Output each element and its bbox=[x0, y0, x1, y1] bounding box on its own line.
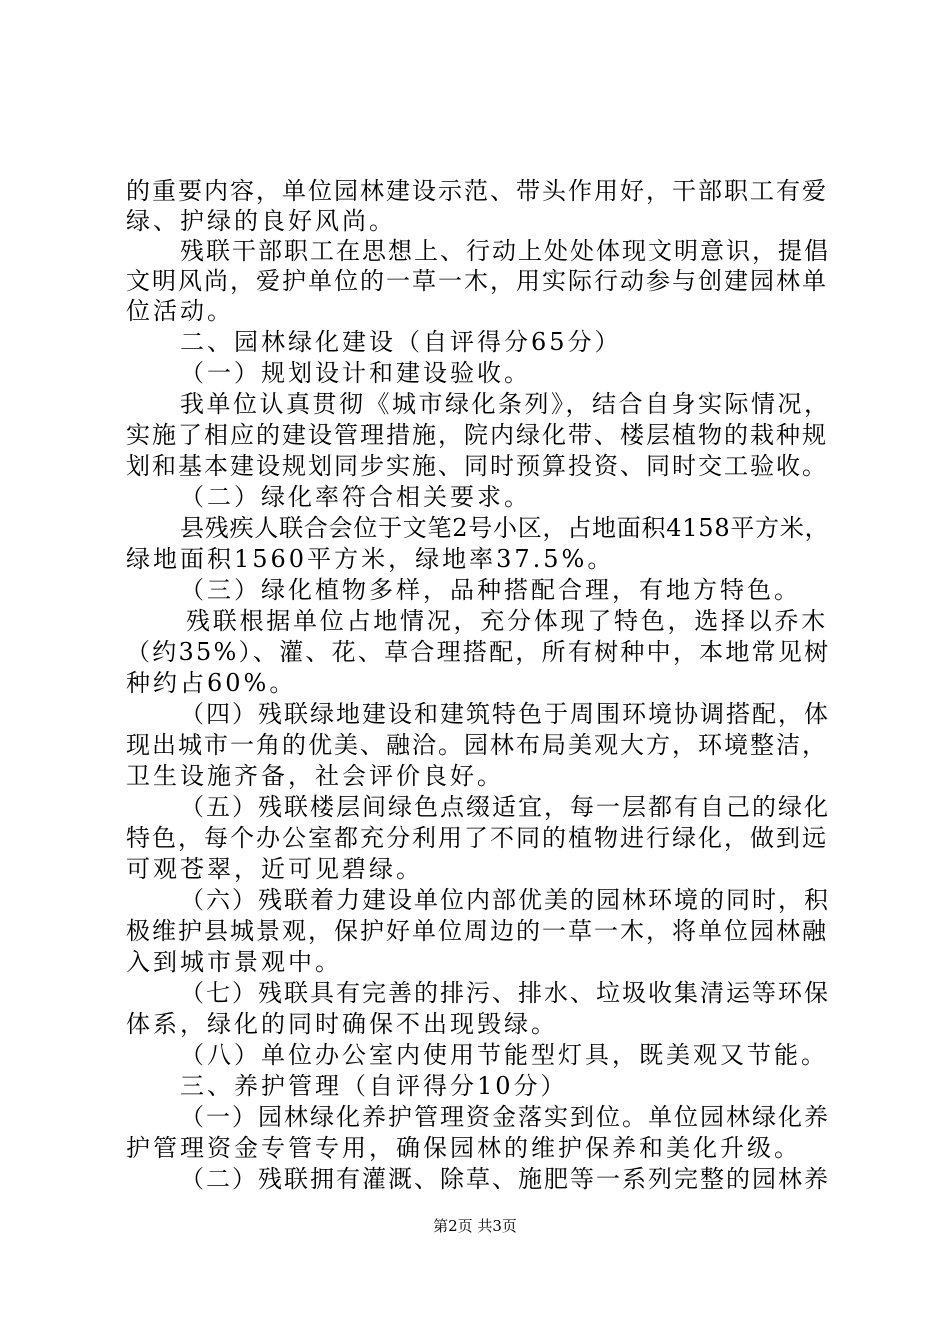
text-line: 我单位认真贯彻《城市绿化条列》，结合自身实际情况， bbox=[180, 390, 831, 418]
text-line: 县残疾人联合会位于文笔2号小区，占地面积4158平方米， bbox=[180, 514, 830, 542]
section-heading: 二、园林绿化建设（自评得分65分） bbox=[180, 328, 622, 356]
section-heading: 三、养护管理（自评得分10分） bbox=[180, 1072, 568, 1100]
text-line: （六）残联着力建设单位内部优美的园林环境的同时，积 bbox=[180, 886, 830, 914]
text-line: （约35%）、灌、花、草合理搭配，所有树种中，本地常见树 bbox=[126, 638, 831, 666]
page-number-footer: 第2页 共3页 bbox=[433, 1217, 517, 1235]
text-line: 卫生设施齐备，社会评价良好。 bbox=[126, 762, 504, 790]
text-line: 护管理资金专管专用，确保园林的维护保养和美化升级。 bbox=[126, 1134, 801, 1162]
text-line: （二）残联拥有灌溉、除草、施肥等一系列完整的园林养 bbox=[180, 1165, 830, 1193]
text-line: 绿、护绿的良好风尚。 bbox=[126, 207, 396, 235]
text-line: （五）残联楼层间绿色点缀适宜，每一层都有自己的绿化 bbox=[180, 793, 830, 821]
text-line: （七）残联具有完善的排污、排水、垃圾收集清运等环保 bbox=[180, 979, 830, 1007]
text-line: 位活动。 bbox=[126, 297, 234, 325]
text-line: 残联干部职工在思想上、行动上处处体现文明意识，提倡 bbox=[180, 237, 830, 265]
text-line: 实施了相应的建设管理措施，院内绿化带、楼层植物的栽种规 bbox=[126, 421, 828, 449]
text-line: 残联根据单位占地情况，充分体现了特色，选择以乔木 bbox=[186, 607, 828, 635]
text-line: 体系，绿化的同时确保不出现毁绿。 bbox=[126, 1010, 558, 1038]
text-line: 种约占60%。 bbox=[126, 669, 297, 697]
text-line: 可观苍翠，近可见碧绿。 bbox=[126, 855, 423, 883]
text-line: （一）园林绿化养护管理资金落实到位。单位园林绿化养 bbox=[180, 1103, 830, 1131]
text-line: 入到城市景观中。 bbox=[126, 948, 342, 976]
text-line: 文明风尚，爱护单位的一草一木，用实际行动参与创建园林单 bbox=[126, 267, 828, 295]
subsection-heading: （一）规划设计和建设验收。 bbox=[180, 359, 531, 387]
text-line: 极维护县城景观，保护好单位周边的一草一木，将单位园林融 bbox=[126, 917, 828, 945]
text-line: 划和基本建设规划同步实施、同时预算投资、同时交工验收。 bbox=[126, 452, 828, 480]
text-line: 绿地面积1560平方米，绿地率37.5%。 bbox=[126, 545, 615, 573]
text-line: 特色，每个办公室都充分利用了不同的植物进行绿化，做到远 bbox=[126, 824, 828, 852]
text-line: 现出城市一角的优美、融洽。园林布局美观大方，环境整洁， bbox=[126, 731, 828, 759]
subsection-heading: （二）绿化率符合相关要求。 bbox=[180, 483, 531, 511]
text-line: 的重要内容，单位园林建设示范、带头作用好，干部职工有爱 bbox=[126, 177, 828, 205]
subsection-heading: （三）绿化植物多样，品种搭配合理，有地方特色。 bbox=[180, 576, 801, 604]
text-line: （八）单位办公室内使用节能型灯具，既美观又节能。 bbox=[180, 1041, 828, 1069]
text-line: （四）残联绿地建设和建筑特色于周围环境协调搭配，体 bbox=[180, 700, 830, 728]
